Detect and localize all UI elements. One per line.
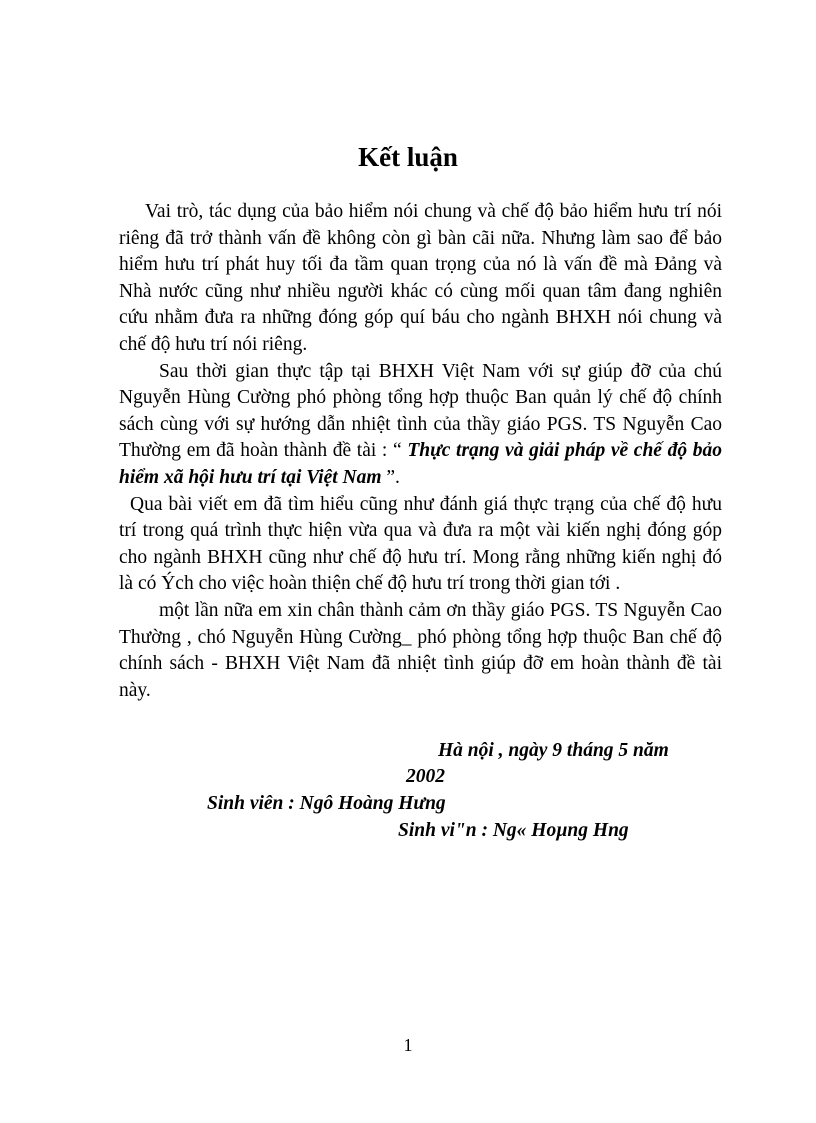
paragraph-importance: Vai trò, tác dụng của bảo hiểm nói chung và chế độ bảo hiểm hưu trí nói riêng đã trở thành vấn đề không còn gì bàn cãi nữa. Nhưng làm sao để bảo hiểm hưu trí phát huy tối đa tầm quan trọng của nó là vấn đề mà Đảng và Nhà nước cũng như nhiều người khác có cùng mối quan tâm đang nghiên cứu nhằm đưa ra những đóng góp quí báu cho ngành BHXH nói chung và chế độ hưu trí nói riêng.: [119, 201, 722, 355]
paragraph-findings: Qua bài viết em đã tìm hiểu cũng như đánh giá thực trạng của chế độ hưu trí trong quá trình thực hiện vừa qua và đưa ra một vài kiến nghị đóng góp cho ngành BHXH cũng như chế độ hưu trí. Mong rằng những kiến nghị đó là có Ých cho việc hoàn thiện chế độ hưu trí trong thời gian tới .: [119, 493, 722, 595]
paragraph-internship-text: Sau thời gian thực tập tại BHXH Việt Nam với sự giúp đỡ của chú Nguyễn Hùng Cường phó phòng tổng hợp thuộc Ban quản lý chế độ chính sách cùng với sự hướng dẫn nhiệt tình của thầy giáo PGS. TS Nguyễn Cao Thường em đã hoàn thành đề tài : “: [119, 360, 722, 462]
document-body: [119, 199, 722, 704]
signature-student-garbled: Sinh vi"n : Ng« Hoµng Hng: [398, 820, 629, 841]
paragraph-thanks: một lần nữa em xin chân thành cảm ơn thầy giáo PGS. TS Nguyễn Cao Thường , chó Nguyễn Hùng Cường_ phó phòng tổng hợp thuộc Ban chế độ chính sách - BHXH Việt Nam đã nhiệt tình giúp đỡ em hoàn thành đề tài này.: [119, 599, 722, 701]
thesis-title: Thực trạng và giải pháp về chế độ bảo hiểm xã hội hưu trí tại Việt Nam: [119, 440, 722, 488]
signature-student: Sinh viên : Ngô Hoàng Hưng: [207, 793, 446, 814]
page-title: Kết luận: [358, 142, 458, 172]
signature-place-date: Hà nội , ngày 9 tháng 5 năm: [438, 740, 669, 761]
signature-year: 2002: [406, 766, 445, 787]
page-number: 1: [403, 1035, 413, 1055]
paragraph-internship: [119, 359, 722, 492]
paragraph-internship-closing: ”.: [381, 466, 400, 488]
